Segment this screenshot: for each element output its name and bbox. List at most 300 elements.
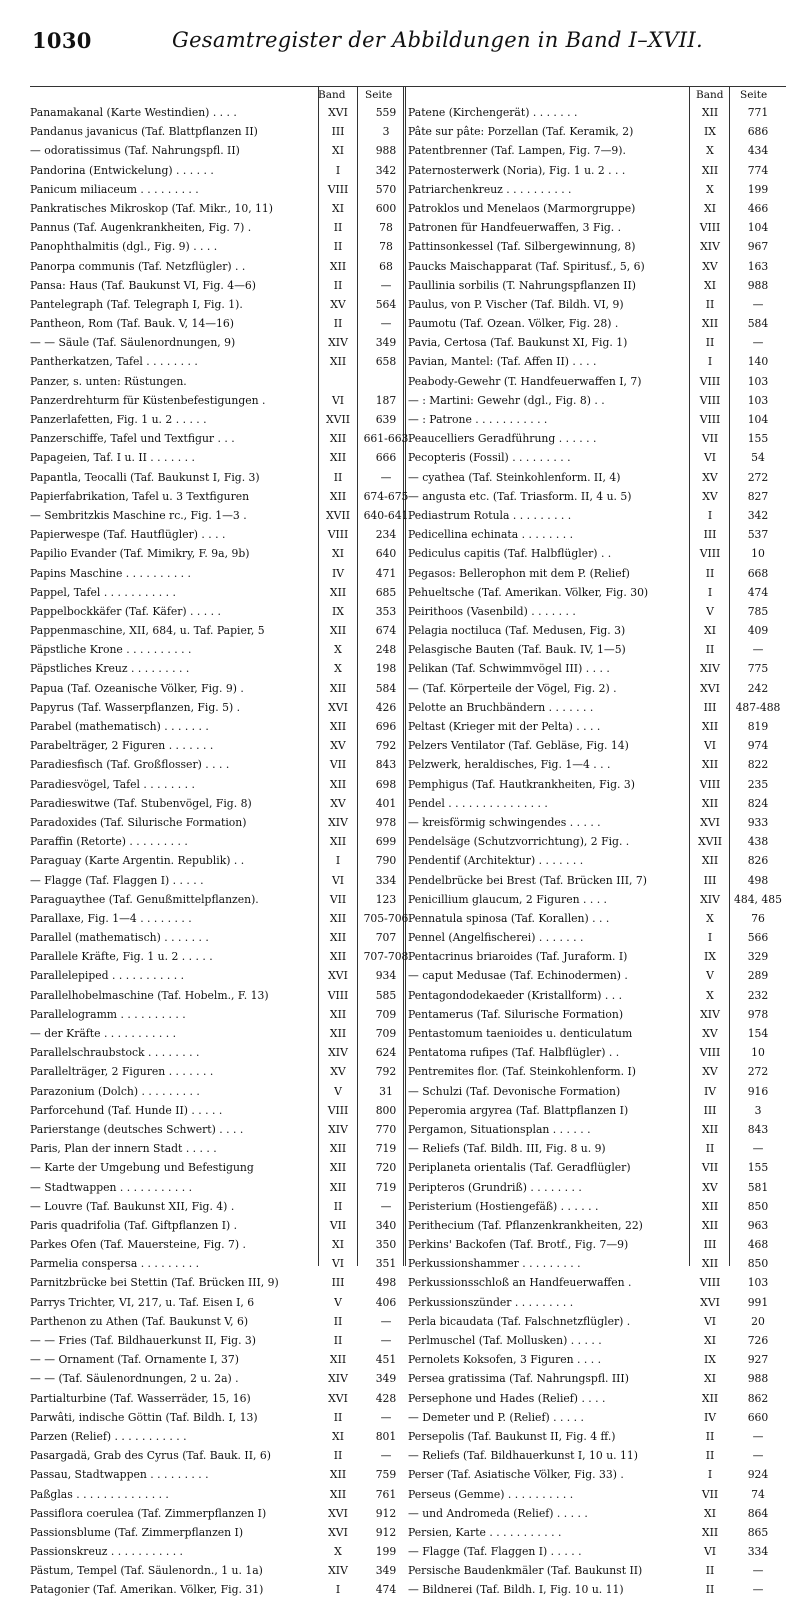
entry-page: — [752,1449,764,1463]
index-entry [30,448,410,467]
entry-page: 272 [747,470,769,484]
entry-band: XII [329,432,347,446]
index-entry [408,1293,786,1312]
entry-band: III [703,528,717,542]
index-entry [408,659,786,678]
entry-page: — [752,297,764,311]
entry-page: 428 [375,1391,397,1405]
page-header [32,22,772,62]
index-entry [30,1043,410,1062]
entry-term: Parierstange (deutsches Schwert) . . . . [30,1122,244,1136]
entry-band: XIV [328,1564,348,1578]
index-entry [30,1197,410,1216]
entry-band: II [333,1314,343,1328]
entry-band: XV [702,489,718,503]
entry-term: Parabelträger, 2 Figuren . . . . . . . [30,739,214,753]
entry-term: Pendelsäge (Schutzvorrichtung), 2 Fig. . [408,835,630,849]
entry-band: XVI [700,1295,720,1309]
entry-page: 199 [375,1545,397,1559]
index-entry [30,314,410,333]
entry-page: 822 [747,758,769,772]
index-entry [408,1158,786,1177]
entry-band: VI [703,1314,717,1328]
index-entry [30,851,410,870]
entry-page: 864 [747,1506,769,1520]
entry-page: 564 [375,297,397,311]
entry-page: 3 [382,125,390,139]
entry-term: Papantla, Teocalli (Taf. Baukunst I, Fig. 3) [30,470,260,484]
entry-band: XV [702,1027,718,1040]
entry-page: 68 [379,259,393,273]
entry-band: III [703,700,717,714]
index-entry [408,564,786,583]
entry-page: 76 [751,911,765,925]
index-entry [408,851,786,870]
entry-band: II [705,1564,715,1578]
entry-band: X [706,911,714,925]
entry-band: III [703,1103,717,1117]
entry-band: XII [701,796,719,810]
index-entry [30,1062,410,1081]
entry-page: 581 [747,1180,769,1194]
entry-term: Pentastomum taenioides u. denticulatum [408,1027,633,1040]
entry-band: II [333,278,343,292]
entry-term: Parallele Kräfte, Fig. 1 u. 2 . . . . . [30,950,213,964]
entry-band: XII [329,355,347,369]
entry-page: 570 [375,182,397,196]
index-entry [408,698,786,717]
entry-band: XII [329,1180,347,1194]
entry-page: — [380,1314,392,1328]
entry-band: XI [332,201,344,215]
entry-page: 406 [375,1295,397,1309]
entry-band: XII [329,451,347,465]
entry-band: XVI [328,700,348,714]
entry-page: 498 [747,873,769,887]
entry-term: Pandorina (Entwickelung) . . . . . . [30,163,214,177]
entry-term: Perkussionszünder . . . . . . . . . [408,1295,574,1309]
entry-band: XII [329,835,347,849]
entry-band: VII [701,432,719,446]
entry-band: VIII [327,988,349,1002]
entry-band: II [705,1429,715,1443]
entry-page: 967 [747,240,769,254]
index-entry [408,1542,786,1561]
table-top-rule [30,86,786,87]
entry-band: XIV [328,1372,348,1386]
entry-page: 272 [747,1065,769,1079]
entry-term: Papins Maschine . . . . . . . . . . [30,566,191,580]
index-entry [30,1446,410,1465]
entry-band: V [334,1084,342,1098]
entry-term: Peaucelliers Geradführung . . . . . . [408,432,597,446]
entry-term: Parthenon zu Athen (Taf. Baukunst V, 6) [30,1314,249,1328]
entry-page: 140 [747,355,769,369]
entry-band: XIV [328,1122,348,1136]
index-entry [408,1446,786,1465]
entry-band: VI [331,873,345,887]
index-entry [408,333,786,352]
index-entry [408,276,786,295]
index-entry [408,506,786,525]
entry-page: 850 [747,1199,769,1213]
index-entry [30,813,410,832]
entry-band: II [333,1334,343,1347]
index-entry [30,698,410,717]
entry-band: I [335,1583,341,1597]
entry-page: 912 [375,1525,397,1539]
index-entry [408,794,786,813]
index-entry [30,1235,410,1254]
index-entry [408,391,786,410]
index-entry [408,314,786,333]
index-entry [30,1523,410,1542]
entry-page: 792 [375,1065,397,1079]
index-entry [30,103,410,122]
entry-band: XII [329,489,347,503]
page-number: 1030 [32,28,92,53]
entry-page: 584 [375,681,397,695]
index-entry [30,717,410,736]
entry-page: 912 [375,1506,397,1520]
entry-term: Paulus, von P. Vischer (Taf. Bildh. VI, 9) [408,297,624,311]
entry-band: IX [704,1353,716,1367]
entry-term: Pavian, Mantel: (Taf. Affen II) . . . . [408,355,597,369]
entry-band: XV [702,1065,718,1079]
entry-term: Pecopteris (Fossil) . . . . . . . . . [408,451,571,465]
entry-page: 474 [375,1583,397,1597]
entry-band: VIII [327,182,349,196]
entry-page: 785 [747,604,769,618]
index-entry [408,1465,786,1484]
index-entry [408,410,786,429]
index-entry [30,1158,410,1177]
entry-term: Pentacrinus briaroides (Taf. Juraform. I) [408,950,628,964]
index-entry [30,180,410,199]
entry-page: 988 [375,144,397,158]
entry-term: — und Andromeda (Relief) . . . . . [408,1506,588,1520]
entry-term: Parallelschraubstock . . . . . . . . [30,1046,200,1060]
entry-band: XVII [697,835,722,849]
entry-page: 349 [375,336,397,350]
entry-band: VIII [699,777,721,791]
entry-term: — cyathea (Taf. Steinkohlenform. II, 4) [408,470,621,484]
entry-page: 349 [375,1564,397,1578]
entry-term: Parnitzbrücke bei Stettin (Taf. Brücken III, 9) [30,1276,279,1290]
index-entry [30,1139,410,1158]
entry-band: XVI [328,1525,348,1539]
entry-page: 10 [751,1046,765,1060]
entry-band: XII [329,624,347,638]
index-entry [408,1580,786,1599]
entry-page: — [380,1334,392,1347]
index-entry [408,755,786,774]
entry-band: XV [330,739,346,753]
entry-band: VI [703,451,717,465]
index-entry [408,890,786,909]
entry-page: 409 [747,624,769,638]
entry-band: V [706,969,714,983]
entry-band: VI [703,1545,717,1559]
entry-band: VIII [699,374,721,388]
entry-band: VII [701,1161,719,1175]
entry-page: 705-706 [363,911,409,925]
band-header: Band [318,89,346,101]
entry-page: 199 [747,182,769,196]
entry-term: Pelzers Ventilator (Taf. Gebläse, Fig. 14) [408,739,629,753]
index-entry [408,679,786,698]
entry-band: I [335,163,341,177]
entry-page: — [380,317,392,331]
entry-page: 537 [747,528,769,542]
entry-term: Paris, Plan der innern Stadt . . . . . [30,1142,217,1156]
index-entry [408,1043,786,1062]
entry-term: Parwâti, indische Göttin (Taf. Bildh. I, 13) [30,1410,258,1424]
entry-page: 674-675 [363,489,409,503]
index-entry [408,295,786,314]
entry-page: 103 [747,1276,769,1290]
index-entry [408,832,786,851]
index-entry [30,237,410,256]
entry-band: VII [329,758,347,772]
entry-term: Paradieswitwe (Taf. Stubenvögel, Fig. 8) [30,796,252,810]
index-entry [30,1389,410,1408]
entry-term: Panzer, s. unten: Rüstungen. [30,374,187,388]
entry-band: III [331,1276,345,1290]
entry-page: — [752,643,764,657]
entry-page: 340 [375,1218,397,1232]
index-entry [30,218,410,237]
entry-term: Pedicellina echinata . . . . . . . . [408,528,574,542]
entry-term: Paullinia sorbilis (T. Nahrungspflanzen II) [408,278,637,292]
index-entry [408,1350,786,1369]
index-entry [408,161,786,180]
entry-term: Parallelogramm . . . . . . . . . . [30,1007,186,1021]
entry-page: 10 [751,547,765,561]
entry-page: — [380,1449,392,1463]
index-entry [30,832,410,851]
entry-term: — Sembritzkis Maschine rc., Fig. 1—3 . [30,508,247,522]
entry-term: Perseus (Gemme) . . . . . . . . . . [408,1487,574,1501]
index-entry [30,487,410,506]
index-entry [30,1273,410,1292]
entry-term: Pandanus javanicus (Taf. Blattpflanzen II) [30,125,258,139]
entry-band: VI [331,393,345,407]
index-entry [408,372,786,391]
page-title: Gesamtregister der Abbildungen in Band I–XVII. [172,28,703,52]
entry-term: Pansa: Haus (Taf. Baukunst VI, Fig. 4—6) [30,278,256,292]
entry-term: — : Patrone . . . . . . . . . . . [408,413,548,426]
entry-term: Pendelbrücke bei Brest (Taf. Brücken III, 7) [408,873,647,887]
entry-band: X [334,1545,342,1559]
index-entry [30,276,410,295]
entry-page: 792 [375,739,397,753]
index-entry [408,1062,786,1081]
right-entry-list [408,103,786,1600]
entry-page: 774 [747,163,769,177]
entry-term: Pappenmaschine, XII, 684, u. Taf. Papier, 5 [30,624,265,638]
entry-page: 699 [375,835,397,849]
entry-term: Penicillium glaucum, 2 Figuren . . . . [408,892,607,906]
index-entry [30,1024,410,1043]
index-entry [408,218,786,237]
index-entry [408,909,786,928]
entry-band: XII [329,1027,347,1040]
entry-band: XII [329,681,347,695]
entry-band: VIII [327,528,349,542]
index-entry [30,544,410,563]
index-entry [30,1293,410,1312]
entry-band: XII [329,1487,347,1501]
entry-term: Pappel, Tafel . . . . . . . . . . . [30,585,176,599]
entry-page: 661-663 [363,432,409,446]
entry-term: Pästum, Tempel (Taf. Säulenordn., 1 u. 1a) [30,1564,263,1578]
entry-page: 991 [747,1295,769,1309]
entry-page: — [380,470,392,484]
index-entry [408,141,786,160]
left-index-column [30,89,410,1600]
entry-term: — odoratissimus (Taf. Nahrungspfl. II) [30,144,240,158]
entry-term: — Flagge (Taf. Flaggen I) . . . . . [408,1545,582,1559]
entry-band: XII [701,1122,719,1136]
entry-page: 696 [375,720,397,733]
entry-term: Parzen (Relief) . . . . . . . . . . . [30,1429,187,1443]
entry-band: XII [329,911,347,925]
entry-page: 329 [747,950,769,964]
entry-band: VI [331,1257,345,1271]
entry-page: 163 [747,259,769,273]
entry-page: 707 [375,931,397,945]
index-entry [30,871,410,890]
entry-band: X [334,662,342,676]
entry-term: Perkussionsschloß an Handfeuerwaffen . [408,1276,632,1290]
entry-band: XVI [328,1391,348,1405]
entry-page: 342 [375,163,397,177]
index-entry [30,429,410,448]
index-entry [30,1580,410,1599]
entry-page: 790 [375,854,397,868]
seite-header: Seite [740,89,768,101]
entry-band: XII [329,1142,347,1156]
right-index-column [408,89,786,1600]
entry-term: Pediastrum Rotula . . . . . . . . . [408,508,572,522]
entry-page: — [752,1583,764,1597]
entry-page: 123 [375,892,397,906]
index-entry [30,986,410,1005]
entry-page: 862 [747,1391,769,1405]
entry-page: 707-708 [363,950,409,964]
index-entry [408,180,786,199]
entry-term: Partialturbine (Taf. Wasserräder, 15, 16) [30,1391,251,1405]
entry-band: II [333,1199,343,1213]
entry-term: Parallel (mathematisch) . . . . . . . [30,931,209,945]
entry-band: XII [701,1257,719,1271]
entry-band: XI [704,1506,716,1520]
entry-term: — Stadtwappen . . . . . . . . . . . [30,1180,193,1194]
index-entry [30,352,410,371]
entry-page: — [752,1142,764,1156]
entry-page: 988 [747,278,769,292]
entry-term: Persea gratissima (Taf. Nahrungspfl. III) [408,1372,629,1386]
index-entry [408,1389,786,1408]
entry-band: II [333,317,343,331]
entry-term: Parkes Ofen (Taf. Mauersteine, Fig. 7) . [30,1238,246,1252]
entry-band: IV [703,1084,717,1098]
entry-term: Papierfabrikation, Tafel u. 3 Textfiguren [30,489,250,503]
entry-band: II [333,221,343,235]
entry-band: IX [704,950,716,964]
entry-page: 74 [751,1487,765,1501]
entry-page: 933 [747,815,769,829]
index-entry [408,1561,786,1580]
entry-page: 154 [747,1027,769,1040]
index-entry [30,333,410,352]
entry-page: 103 [747,393,769,407]
index-entry [408,1523,786,1542]
entry-term: Periplaneta orientalis (Taf. Geradflügler) [408,1161,631,1175]
entry-band: XVI [328,969,348,983]
entry-term: Peirithoos (Vasenbild) . . . . . . . [408,604,576,618]
entry-term: Pemphigus (Taf. Hautkrankheiten, Fig. 3) [408,777,635,791]
entry-band: XII [701,1218,719,1232]
entry-term: Pankratisches Mikroskop (Taf. Mikr., 10, 11) [30,201,274,215]
entry-term: Pavia, Certosa (Taf. Baukunst XI, Fig. 1) [408,336,628,350]
entry-term: Patroklos und Menelaos (Marmorgruppe) [408,201,636,215]
index-entry [408,775,786,794]
entry-band: XII [701,758,719,772]
entry-term: — — (Taf. Säulenordnungen, 2 u. 2a) . [30,1372,239,1386]
entry-term: Perlmuschel (Taf. Mollusken) . . . . . [408,1334,602,1347]
index-entry [30,161,410,180]
entry-page: 674 [375,624,397,638]
entry-band: XII [701,1199,719,1213]
entry-band: XII [329,1161,347,1175]
entry-page: 559 [375,106,397,119]
entry-term: Päpstliche Krone . . . . . . . . . . [30,643,192,657]
entry-band: II [705,566,715,580]
entry-term: Pehueltsche (Taf. Amerikan. Völker, Fig. 30) [408,585,649,599]
index-entry [30,621,410,640]
entry-page: 698 [375,777,397,791]
entry-band: IX [704,125,716,139]
entry-page: — [752,1429,764,1443]
index-entry [408,1408,786,1427]
entry-page: 988 [747,1372,769,1386]
entry-term: Parmelia conspersa . . . . . . . . . [30,1257,200,1271]
entry-band: X [706,182,714,196]
entry-term: Peltast (Krieger mit der Pelta) . . . . [408,720,601,733]
index-entry [30,525,410,544]
entry-term: Pappelbockkäfer (Taf. Käfer) . . . . . [30,604,221,618]
entry-band: VIII [699,547,721,561]
entry-term: Pantherkatzen, Tafel . . . . . . . . [30,355,198,369]
index-entry [30,141,410,160]
index-entry [408,1120,786,1139]
entry-band: XVI [700,815,720,829]
entry-page: 775 [747,662,769,676]
entry-band: XII [329,259,347,273]
entry-band: VIII [327,1103,349,1117]
entry-band: IV [703,1410,717,1424]
entry-term: Perithecium (Taf. Pflanzenkrankheiten, 22) [408,1218,643,1232]
entry-band: VII [329,1218,347,1232]
index-entry [408,1254,786,1273]
entry-term: Panzerlafetten, Fig. 1 u. 2 . . . . . [30,413,207,426]
index-entry [408,602,786,621]
index-entry [30,468,410,487]
index-entry [30,199,410,218]
entry-term: Paumotu (Taf. Ozean. Völker, Fig. 28) . [408,317,619,331]
